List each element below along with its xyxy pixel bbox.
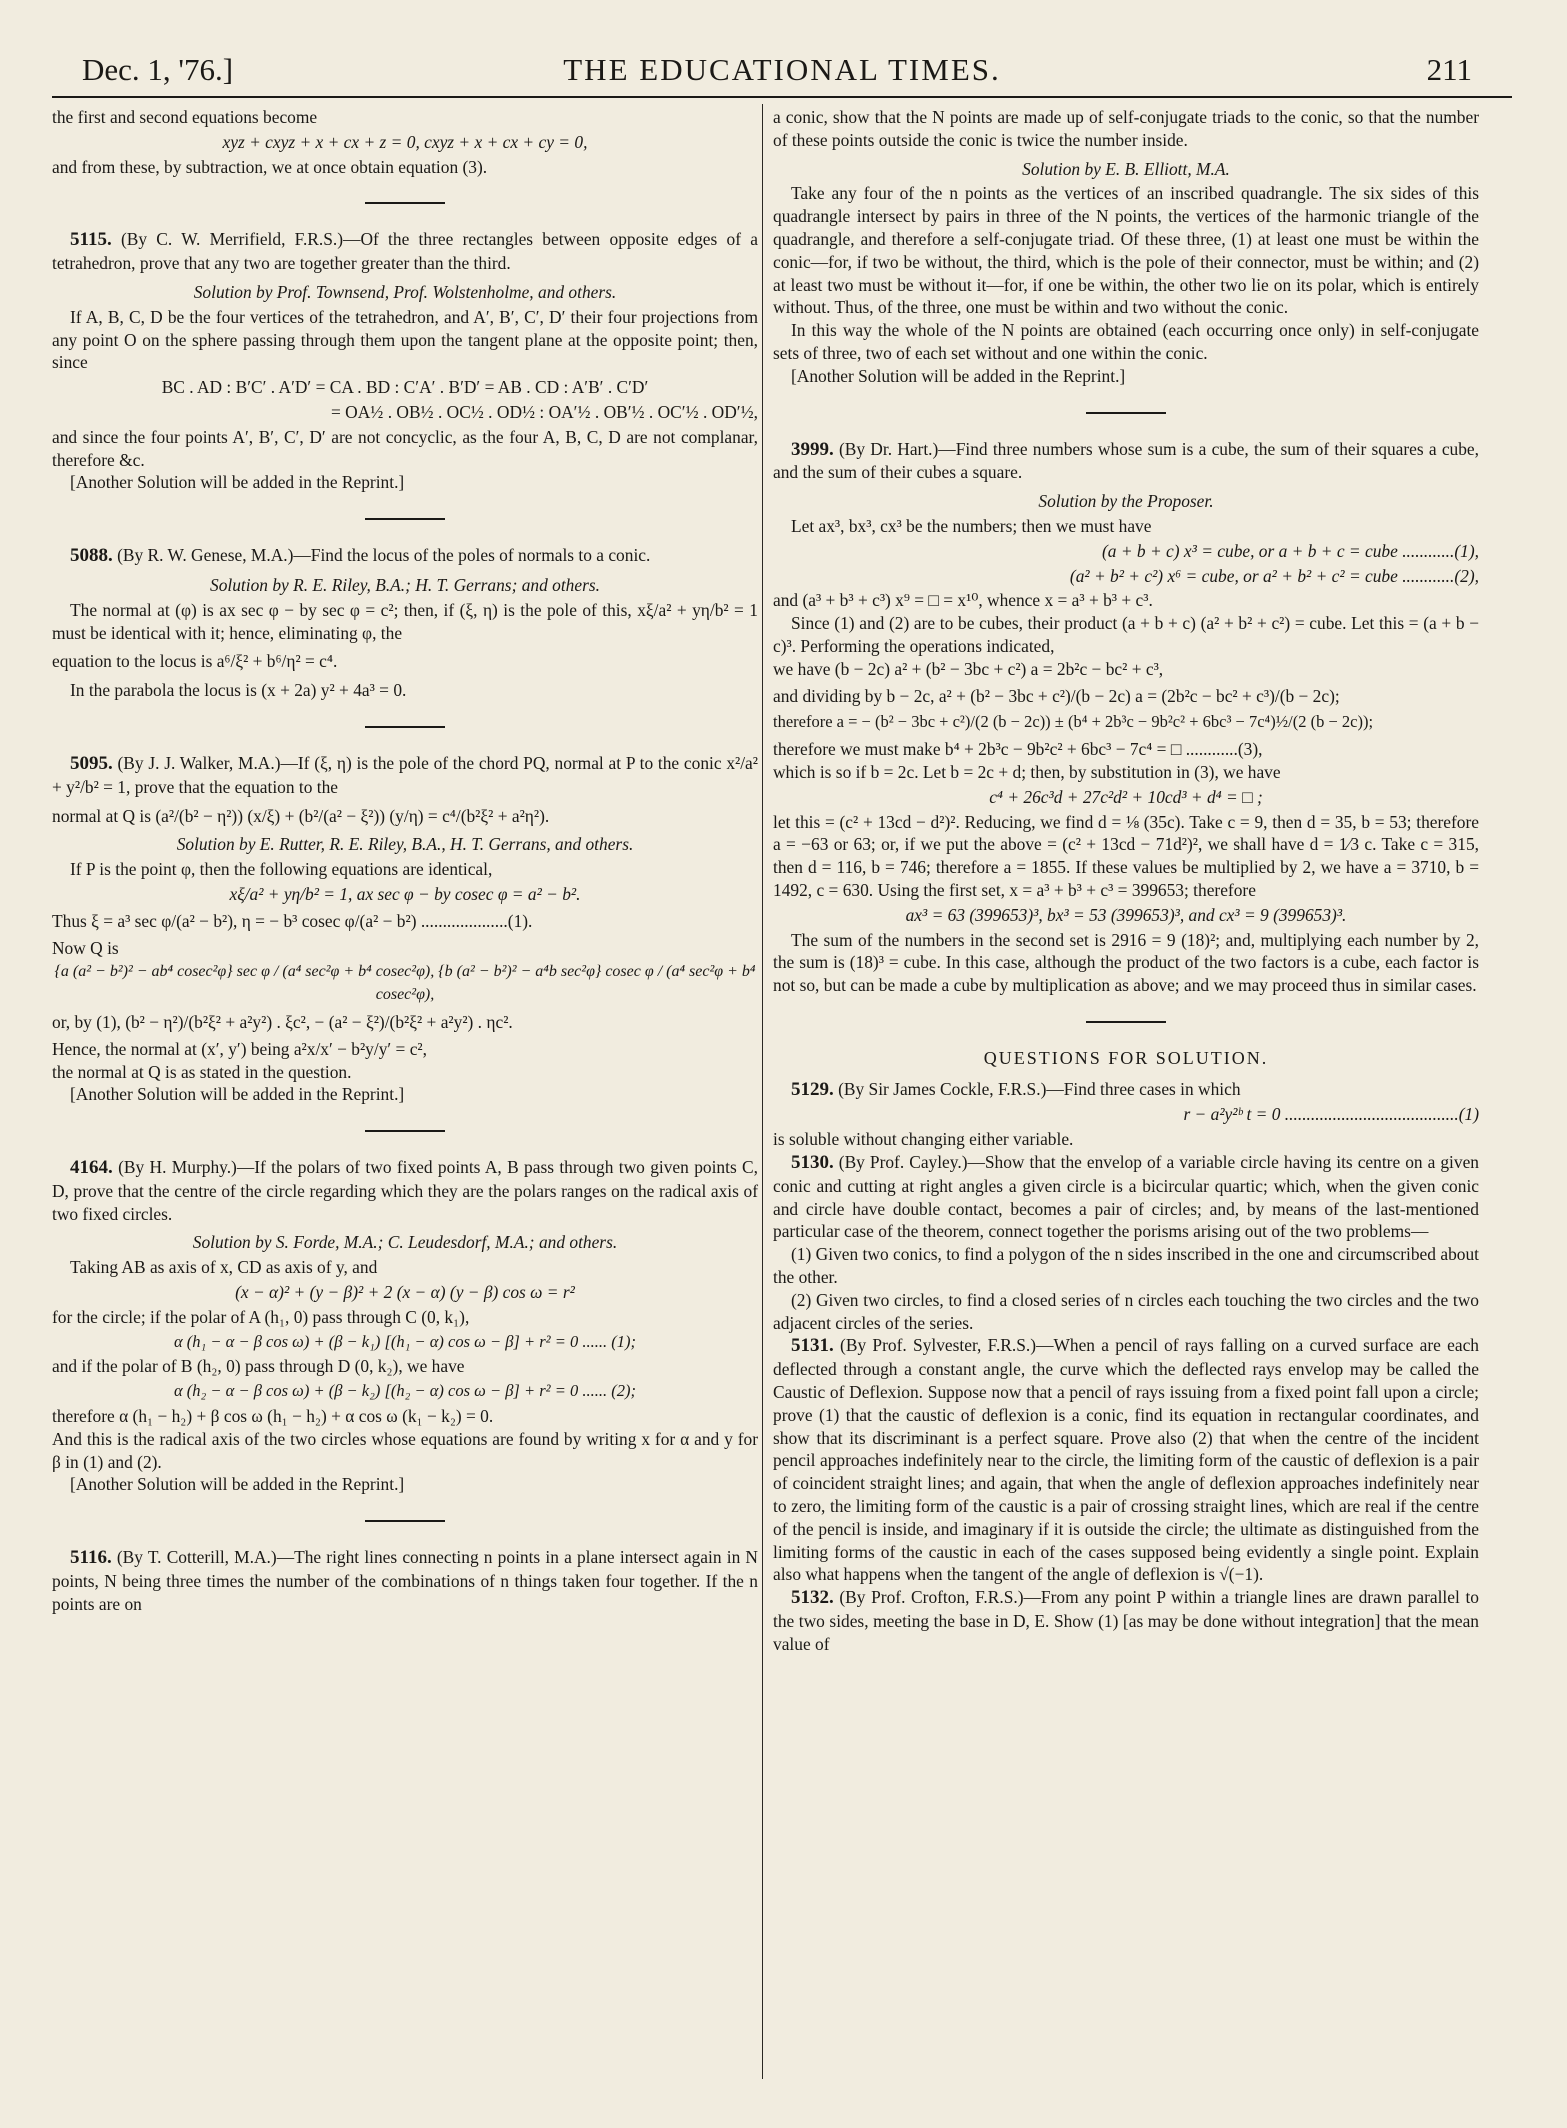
question-equation: r − a²y²ᵇ t = 0 ........................................(1) — [1183, 1104, 1479, 1125]
solution-equation: equation to the locus is a⁶/ξ² + b⁶/η² = c⁴. — [52, 651, 338, 672]
question-5131 — [773, 1334, 1479, 1586]
separator-rule — [365, 518, 445, 520]
solution-paragraph: let this = (c² + 13cd − d²)². Reducing, we find d = ⅛ (35c). Take c = 9, then d = 35, b = 53; therefore a = −63 or 63; or, if we put the above = (c² + 13cd − 71d²)², we shall have d = 1⁄3 c. Take c = 315, then d = 116, b = 746; therefore a = 1855. If these values be multiplied by 2, we have a = 3710, b = 1492, c = 630. Using the first set, x = a³ + b³ + c³ = 399653; therefore — [773, 811, 1479, 900]
solution-equation: xξ/a² + yη/b² = 1, ax sec φ − by cosec φ = a² − b². — [229, 883, 581, 904]
question-number: 3999. — [791, 438, 834, 460]
solution-paragraph: If P is the point φ, then the following equations are identical, — [70, 859, 493, 880]
question-5095 — [52, 752, 758, 799]
right-column — [773, 106, 1479, 1656]
intro-end: and from these, by subtraction, we at once obtain equation (3). — [52, 156, 488, 177]
solution-paragraph: Taking AB as axis of x, CD as axis of y, and — [70, 1257, 378, 1278]
separator-rule — [1086, 1021, 1166, 1023]
separator-rule — [365, 1520, 445, 1522]
section-title: QUESTIONS FOR SOLUTION. — [983, 1047, 1269, 1068]
separator-rule — [365, 202, 445, 204]
solution-paragraph: The sum of the numbers in the second set is 2916 = 9 (18)²; and, multiplying each number by 2, the sum is (18)³ = cube. In this case, although the product of the two factors is a cube, each factor is not so, but can be made a cube by multiplication as above; and we may proceed thus in similar cases. — [773, 929, 1479, 996]
question-5129 — [773, 1078, 1479, 1102]
solution-equation: or, by (1), (b² − η²)/(b²ξ² + a²y²) . ξc², − (a² − ξ²)/(b²ξ² + a²y²) . ηc². — [52, 1011, 513, 1032]
page-number: 211 — [1426, 52, 1472, 87]
solution-byline: Solution by E. B. Elliott, M.A. — [1022, 158, 1230, 179]
solution-equation: ax³ = 63 (399653)³, bx³ = 53 (399653)³, and cx³ = 9 (399653)³. — [905, 904, 1347, 925]
solution-byline: Solution by the Proposer. — [1038, 491, 1214, 512]
question-5088 — [52, 544, 758, 568]
solution-paragraph: In the parabola the locus is (x + 2a) y² + 4a³ = 0. — [70, 680, 407, 701]
question-part: (1) Given two conics, to find a polygon of the n sides inscribed in the one and circumscribed about the other. — [773, 1244, 1479, 1288]
solution-equation: α (h₁ − α − β cos ω) + (β − k₁) [(h₁ − α) cos ω − β] + r² = 0 ...... (1); — [174, 1331, 636, 1351]
solution-paragraph: Since (1) and (2) are to be cubes, their product (a + b + c) (a² + b² + c²) = cube. Let this = (a + b − c)³. Performing the operations indicated, — [773, 613, 1479, 656]
solution-equation: c⁴ + 26c³d + 27c²d² + 10cd³ + d⁴ = □ ; — [989, 786, 1263, 807]
solution-equation: and dividing by b − 2c, a² + (b² − 3bc + c²)/(b − 2c) a = (2b²c − bc² + c³)/(b − 2c); — [773, 685, 1340, 706]
solution-paragraph: Take any four of the n points as the vertices of an inscribed quadrangle. The six sides of this quadrangle intersect by pairs in three of the N points, the vertices of the harmonic triangle of the quadrangle, and therefore a self-conjugate triad. Of these three, (1) at least one must be within the conic—for, if two be without, the third, which is the pole of their connector, must be within; and (2) at least two must be without it—for, if one be within, the other two lie on its polar, which is entirely without. Thus, of the three, one must be within and two without the conic. — [773, 183, 1479, 318]
solution-equation: therefore a = − (b² − 3bc + c²)/(2 (b − 2c)) ± (b⁴ + 2b³c − 9b²c² + 6bc³ − 7c⁴)½/(2 (b − 2c)); — [773, 712, 1374, 732]
solution-byline: Solution by S. Forde, M.A.; C. Leudesdorf, M.A.; and others. — [192, 1232, 618, 1253]
question-text: is soluble without changing either variable. — [773, 1129, 1074, 1150]
question-text: (By Prof. Sylvester, F.R.S.)—When a pencil of rays falling on a curved surface are each deflected through a constant angle, the curve which the deflected rays envelop may be called the Caustic of Deflexion. Suppose now that a pencil of rays issuing from a fixed point fall upon a circle; prove (1) that the caustic of deflexion is a conic, find its equation in rectangular coordinates, and show that its discriminant is a perfect square. Prove also (2) that when the centre of the incident pencil approaches indefinitely near to the circle, the limiting form of the caustic of deflexion is a pair of coincident straight lines; and again, that when the angle of deflexion approaches indefinitely near to zero, the limiting form of the caustic is a pair of crossing straight lines, which are real if the centre of the pencil is inside, and imaginary if it is outside the circle; the ultimate as distinguished from the limiting forms of the caustic in each of the cases supposed being evidently a single point. Explain also what happens when the tangent of the angle of deflexion is √(−1). — [773, 1335, 1479, 1585]
question-text: (By Sir James Cockle, F.R.S.)—Find three cases in which — [838, 1078, 1241, 1099]
solution-equation: (a + b + c) x³ = cube, or a + b + c = cube ............(1), — [1102, 540, 1479, 561]
question-number: 5129. — [791, 1078, 834, 1100]
question-number: 5088. — [70, 545, 113, 567]
reprint-note: [Another Solution will be added in the Reprint.] — [70, 1084, 405, 1105]
solution-paragraph: the normal at Q is as stated in the question. — [52, 1061, 352, 1082]
question-equation: normal at Q is (a²/(b² − η²)) (x/ξ) + (b²/(a² − ξ²)) (y/η) = c⁴/(b²ξ² + a²η²). — [52, 805, 550, 826]
question-text: (By J. J. Walker, M.A.)—If (ξ, η) is the pole of the chord PQ, normal at P to the conic x²/a² + y²/b² = 1, prove that the equation to the — [52, 752, 758, 797]
solution-paragraph: And this is the radical axis of the two circles whose equations are found by writing x for α and y for β in (1) and (2). — [52, 1428, 758, 1472]
question-number: 5130. — [791, 1152, 834, 1174]
column-divider — [762, 104, 763, 2079]
solution-equation: therefore α (h₁ − h₂) + β cos ω (h₁ − h₂) + α cos ω (k₁ − k₂) = 0. — [52, 1406, 494, 1427]
reprint-note: [Another Solution will be added in the Reprint.] — [791, 365, 1126, 386]
reprint-note: [Another Solution will be added in the Reprint.] — [70, 472, 405, 493]
solution-paragraph: which is so if b = 2c. Let b = 2c + d; then, by substitution in (3), we have — [773, 761, 1281, 782]
question-5130 — [773, 1151, 1479, 1243]
question-5132 — [773, 1586, 1479, 1655]
separator-rule — [365, 1130, 445, 1132]
question-5116 — [52, 1546, 758, 1615]
solution-equation: BC . AD : B′C′ . A′D′ = CA . BD : C′A′ . B′D′ = AB . CD : A′B′ . C′D′ — [161, 377, 649, 398]
question-text: (By Dr. Hart.)—Find three numbers whose sum is a cube, the sum of their squares a cube, and the sum of their cubes a square. — [773, 438, 1479, 483]
solution-paragraph: If A, B, C, D be the four vertices of the tetrahedron, and A′, B′, C′, D′ their four projections from any point O on the sphere passing through them upon the tangent plane at the opposite point; then, since — [52, 306, 758, 373]
question-part: (2) Given two circles, to find a closed series of n circles each touching the two circles and the two adjacent circles of the series. — [773, 1289, 1479, 1333]
solution-paragraph: Let ax³, bx³, cx³ be the numbers; then we must have — [791, 515, 1152, 536]
reprint-note: [Another Solution will be added in the Reprint.] — [70, 1474, 405, 1495]
solution-paragraph: Now Q is — [52, 937, 119, 958]
solution-byline: Solution by Prof. Townsend, Prof. Wolstenholme, and others. — [193, 281, 617, 302]
separator-rule — [1086, 412, 1166, 414]
solution-paragraph: and if the polar of B (h₂, 0) pass through D (0, k₂), we have — [52, 1356, 465, 1377]
question-4164 — [52, 1156, 758, 1225]
solution-equation: Thus ξ = a³ sec φ/(a² − b²), η = − b³ cosec φ/(a² − b²) ....................(1). — [52, 910, 533, 931]
solution-equation: α (h₂ − α − β cos ω) + (β − k₂) [(h₂ − α) cos ω − β] + r² = 0 ...... (2); — [174, 1381, 636, 1401]
question-text: (By C. W. Merrifield, F.R.S.)—Of the three rectangles between opposite edges of a tetrahedron, prove that any two are together greater than the third. — [52, 229, 758, 274]
page-header — [52, 52, 1512, 98]
separator-rule — [365, 726, 445, 728]
solution-equation: = OA½ . OB½ . OC½ . OD½ : OA′½ . OB′½ . OC′½ . OD′½, — [331, 401, 758, 422]
question-text: (By Prof. Cayley.)—Show that the envelop of a variable circle having its centre on a given conic and cutting at right angles a given circle is a bicircular quartic; which, when the given conic and circle have double contact, becomes a pair of circles; and, by means of the last-mentioned particular case of the theorem, connect together the porisms arising out of the two problems— — [773, 1152, 1479, 1242]
question-number: 5095. — [70, 752, 113, 774]
solution-equation: and (a³ + b³ + c³) x⁹ = □ = x¹⁰, whence x = a³ + b³ + c³. — [773, 590, 1153, 611]
intro-equation: xyz + cxyz + x + cx + z = 0, cxyz + x + cx + cy = 0, — [222, 131, 588, 152]
solution-byline: Solution by E. Rutter, R. E. Riley, B.A., H. T. Gerrans, and others. — [176, 834, 634, 855]
intro-line: the first and second equations become — [52, 107, 318, 127]
solution-equation: we have (b − 2c) a² + (b² − 3bc + c²) a = 2b²c − bc² + c³, — [773, 658, 1164, 679]
solution-equation: (x − α)² + (y − β)² + 2 (x − α) (y − β) cos ω = r² — [235, 1282, 575, 1303]
question-5115 — [52, 228, 758, 275]
question-3999 — [773, 438, 1479, 485]
solution-paragraph: In this way the whole of the N points are obtained (each occurring once only) in self-conjugate sets of three, two of each set without and one within the conic. — [773, 320, 1479, 363]
question-number: 5131. — [791, 1335, 834, 1357]
question-text: (By R. W. Genese, M.A.)—Find the locus of the poles of normals to a conic. — [117, 545, 651, 566]
question-number: 5115. — [70, 229, 112, 251]
solution-byline: Solution by R. E. Riley, B.A.; H. T. Gerrans; and others. — [210, 574, 600, 595]
question-text: (By Prof. Crofton, F.R.S.)—From any point P within a triangle lines are drawn parallel to the two sides, meeting the base in D, E. Show (1) [as may be done without integration] that the mean value of — [773, 1587, 1479, 1654]
solution-paragraph: The normal at (φ) is ax sec φ − by sec φ = c²; then, if (ξ, η) is the pole of this, xξ/a² + yη/b² = 1 must be identical with it; hence, eliminating φ, the — [52, 599, 758, 643]
solution-paragraph: for the circle; if the polar of A (h₁, 0) pass through C (0, k₁), — [52, 1306, 470, 1327]
question-text: (By H. Murphy.)—If the polars of two fixed points A, B pass through two given points C, D, prove that the centre of the circle regarding which they are the polars ranges on the radical axis of two fixed circles. — [52, 1157, 759, 1224]
journal-title: THE EDUCATIONAL TIMES. — [563, 52, 1001, 87]
question-number: 5116. — [70, 1547, 112, 1569]
question-number: 4164. — [70, 1157, 113, 1179]
solution-paragraph: and since the four points A′, B′, C′, D′ are not concyclic, as the four A, B, C, D are not complanar, therefore &c. — [52, 426, 758, 470]
solution-equation: (a² + b² + c²) x⁶ = cube, or a² + b² + c² = cube ............(2), — [1069, 565, 1479, 586]
question-text: (By T. Cotterill, M.A.)—The right lines connecting n points in a plane intersect again in N points, N being three times the number of the combinations of n things taken four together. If the n points are on — [52, 1547, 758, 1614]
solution-paragraph: Hence, the normal at (x′, y′) being a²x/x′ − b²y/y′ = c², — [52, 1038, 427, 1059]
left-column — [52, 106, 758, 1616]
solution-equation: therefore we must make b⁴ + 2b³c − 9b²c² + 6bc³ − 7c⁴ = □ ............(3), — [773, 739, 1263, 760]
issue-date: Dec. 1, '76.] — [82, 52, 234, 87]
solution-equation: {a (a² − b²)² − ab⁴ cosec²φ} sec φ / (a⁴ sec²φ + b⁴ cosec²φ), {b (a² − b²)² − a⁴b sec²φ} cosec φ / (a⁴ sec²φ + b⁴ cosec²φ), — [54, 963, 756, 1004]
question-continuation: a conic, show that the N points are made up of self-conjugate triads to the conic, so that the number of these points outside the conic is twice the number inside. — [773, 107, 1479, 150]
question-number: 5132. — [791, 1587, 834, 1609]
